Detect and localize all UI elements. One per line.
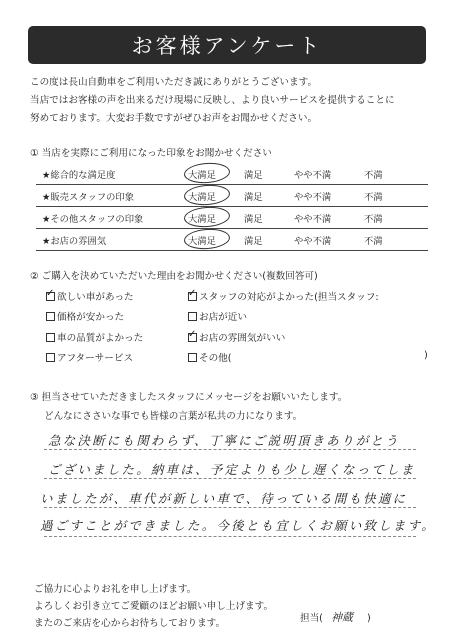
reason-option[interactable] xyxy=(188,330,285,344)
selection-circle xyxy=(183,227,230,250)
message-line xyxy=(44,535,416,537)
checkbox[interactable] xyxy=(188,329,197,342)
footer-line: ご協力に心よりお礼を申し上げます。 xyxy=(34,584,197,595)
checkbox[interactable] xyxy=(46,353,55,362)
option-satisfied[interactable]: 満足 xyxy=(244,214,263,225)
check-mark-icon: ✓ xyxy=(188,329,197,340)
option-label: アフターサービス xyxy=(57,353,134,364)
footer-line: よろしくお引き立てご愛顧のほどお願い申し上げます。 xyxy=(34,601,274,612)
intro-text xyxy=(30,74,440,128)
rating-label: ★その他スタッフの印象 xyxy=(42,214,144,225)
reason-option[interactable] xyxy=(46,350,133,364)
option-dissatisfied[interactable]: 不満 xyxy=(364,236,383,247)
rating-label: ★販売スタッフの印象 xyxy=(42,192,135,203)
staff-label: 担当( xyxy=(300,613,323,624)
option-label: お店の雰囲気がいい xyxy=(199,333,286,344)
question-1-heading: ① 当店を実際にご利用になった印象をお聞かせください xyxy=(30,148,272,159)
option-somewhat-dissatisfied[interactable]: やや不満 xyxy=(294,214,332,225)
checkbox[interactable] xyxy=(188,312,197,321)
option-satisfied[interactable]: 満足 xyxy=(244,192,263,203)
row-divider xyxy=(36,250,428,251)
question-3-subheading: どんなにささいな事でも皆様の言葉が私共の力になります。 xyxy=(44,411,303,422)
option-very-satisfied[interactable]: 大満足 xyxy=(188,170,216,181)
reason-option[interactable] xyxy=(46,330,143,344)
staff-close: ) xyxy=(366,613,371,624)
staff-name[interactable]: 神蔵 xyxy=(330,611,353,624)
intro-line: 当店ではお客様の声を出来るだけ現場に反映し、より良いサービスを提供することに xyxy=(30,95,395,106)
handwritten-message-line[interactable]: いましたが、車代が新しい車で、待っている間も快適に xyxy=(40,491,408,506)
checkbox[interactable] xyxy=(188,353,197,362)
reason-option[interactable] xyxy=(188,309,247,323)
option-very-satisfied[interactable]: 大満足 xyxy=(188,214,216,225)
option-satisfied[interactable]: 満足 xyxy=(244,236,263,247)
rating-label: ★お店の雰囲気 xyxy=(42,236,107,247)
rating-row xyxy=(36,185,428,207)
option-dissatisfied[interactable]: 不満 xyxy=(364,192,383,203)
option-somewhat-dissatisfied[interactable]: やや不満 xyxy=(294,170,332,181)
rating-row xyxy=(36,163,428,185)
page-title: お客様アンケート xyxy=(28,26,426,64)
checkbox[interactable] xyxy=(188,288,197,301)
reason-option[interactable] xyxy=(46,289,134,303)
option-label: お店が近い xyxy=(199,312,247,323)
option-satisfied[interactable]: 満足 xyxy=(244,170,263,181)
handwritten-message-line[interactable]: 急な決断にも関わらず、丁寧にご説明頂きありがとう xyxy=(48,433,400,448)
option-somewhat-dissatisfied[interactable]: やや不満 xyxy=(294,192,332,203)
handwritten-message-line[interactable]: ございました。納車は、予定よりも少し遅くなってしま xyxy=(48,462,416,477)
staff-signature xyxy=(300,609,371,625)
intro-line: 努めております。大変お手数ですがぜひお声をお聞かせください。 xyxy=(30,113,318,124)
checkbox[interactable] xyxy=(46,312,55,321)
selection-circle xyxy=(183,161,230,184)
option-label: 価格が安かった xyxy=(57,312,125,323)
rating-label: ★総合的な満足度 xyxy=(42,170,116,181)
reason-option[interactable] xyxy=(188,289,379,303)
option-label: 欲しい車があった xyxy=(57,292,134,303)
rating-row xyxy=(36,207,428,229)
checkbox[interactable] xyxy=(46,333,55,342)
option-label: スタッフの対応がよかった(担当スタッフ: xyxy=(199,292,379,303)
reason-option[interactable] xyxy=(188,350,232,364)
question-2-heading: ② ご購入を決めていただいた理由をお聞かせください(複数回答可) xyxy=(30,271,318,282)
option-label: 車の品質がよかった xyxy=(57,333,144,344)
check-mark-icon: ✓ xyxy=(46,288,55,299)
option-very-satisfied[interactable]: 大満足 xyxy=(188,236,216,247)
reason-option[interactable] xyxy=(46,309,124,323)
selection-circle xyxy=(183,205,230,228)
footer-line: またのご来店を心からお待ちしております。 xyxy=(34,618,226,629)
option-very-satisfied[interactable]: 大満足 xyxy=(188,192,216,203)
option-somewhat-dissatisfied[interactable]: やや不満 xyxy=(294,236,332,247)
footer-text xyxy=(34,581,273,632)
selection-circle xyxy=(183,183,230,206)
option-label: その他( xyxy=(199,353,232,364)
intro-line: この度は長山自動車をご利用いただき誠にありがとうございます。 xyxy=(30,77,318,88)
handwritten-message-line[interactable]: 過ごすことができました。今後とも宜しくお願い致します。 xyxy=(40,518,436,533)
option-dissatisfied[interactable]: 不満 xyxy=(364,214,383,225)
rating-row xyxy=(36,229,428,251)
checkbox[interactable] xyxy=(46,288,55,301)
option-dissatisfied[interactable]: 不満 xyxy=(364,170,383,181)
check-mark-icon: ✓ xyxy=(188,288,197,299)
question-3-heading: ③ 担当させていただきましたスタッフにメッセージをお願いいたします。 xyxy=(30,392,348,403)
other-close-paren: ) xyxy=(424,350,428,361)
